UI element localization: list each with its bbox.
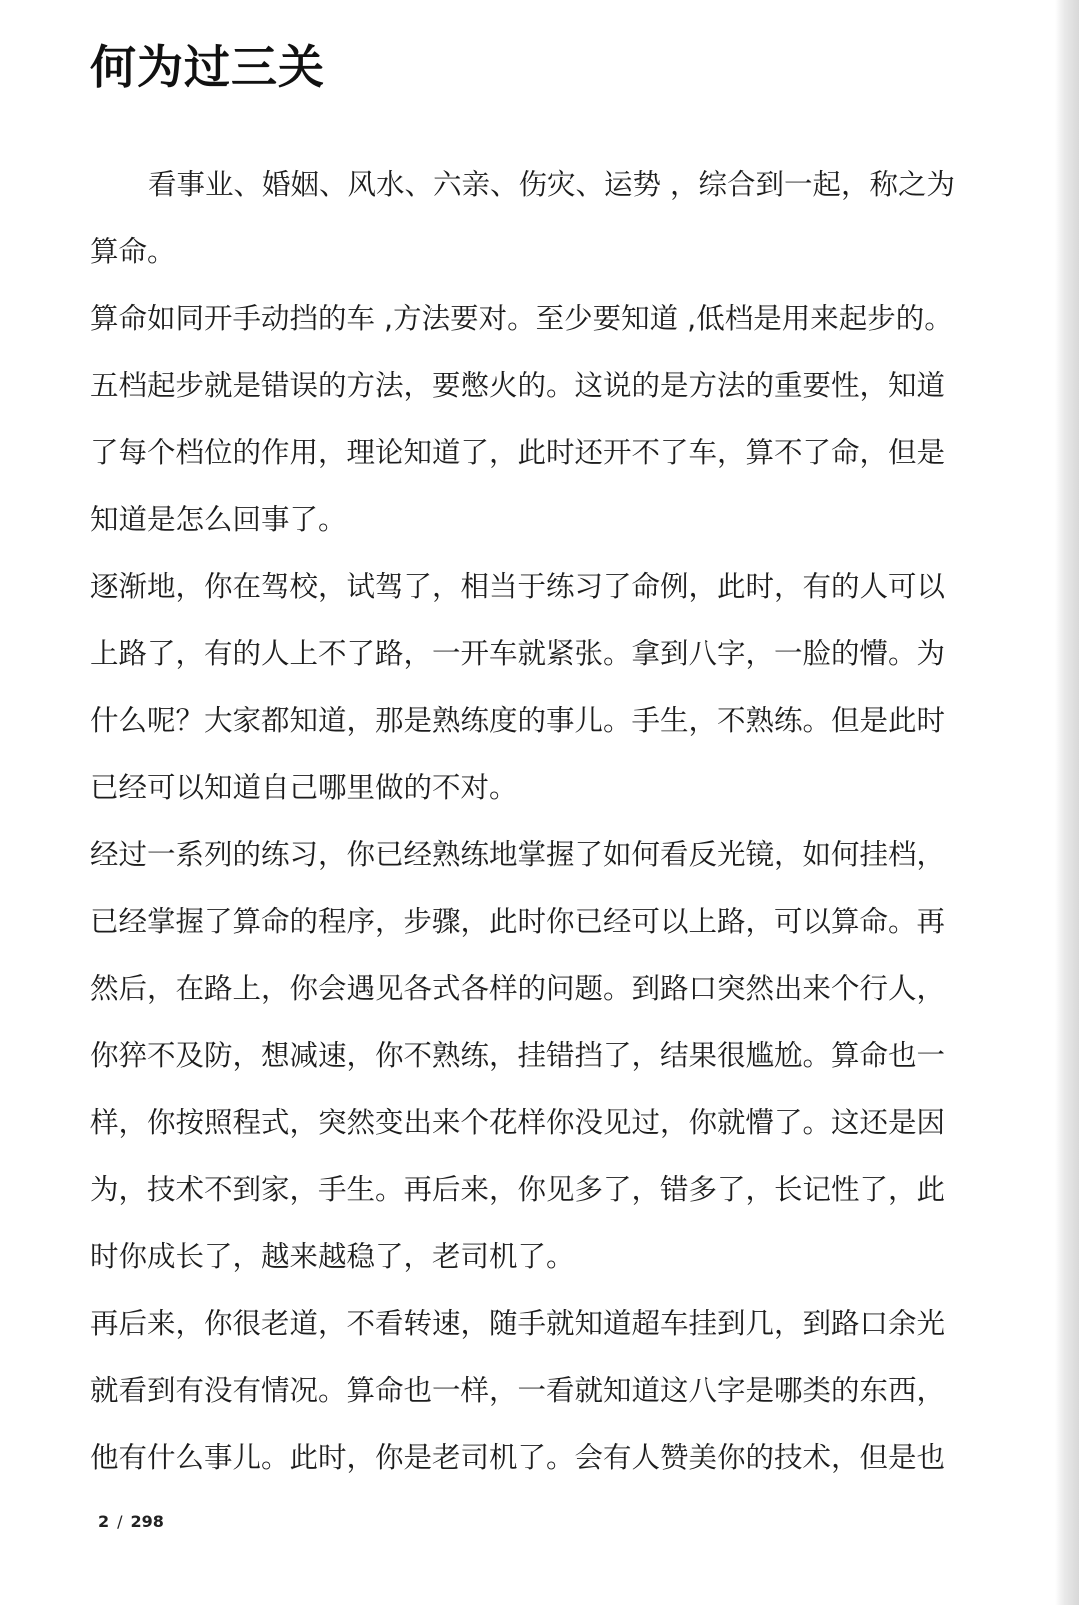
text-line: 逐渐地，你在驾校，试驾了，相当于练习了命例，此时，有的人可以 [90,570,946,603]
text-line: 为，技术不到家，手生。再后来，你见多了，错多了，长记性了，此 [90,1173,946,1206]
text-line: 已经掌握了算命的程序，步骤，此时你已经可以上路，可以算命。再 [90,905,946,938]
page-separator: / [117,1512,123,1531]
text-line: 再后来，你很老道，不看转速，随手就知道超车挂到几，到路口余光 [90,1307,946,1340]
text-line: 就看到有没有情况。算命也一样，一看就知道这八字是哪类的东西， [90,1374,946,1407]
text-line: 了每个档位的作用，理论知道了，此时还开不了车，算不了命，但是 [90,436,946,469]
text-line: 五档起步就是错误的方法，要憋火的。这说的是方法的重要性，知道 [90,369,946,402]
text-line: 样，你按照程式，突然变出来个花样你没见过，你就懵了。这还是因 [90,1106,946,1139]
text-line: 什么呢？大家都知道，那是熟练度的事儿。手生，不熟练。但是此时 [90,704,946,737]
page-title: 何为过三关 [90,40,325,94]
text-line: 你猝不及防，想减速，你不熟练，挂错挡了，结果很尴尬。算命也一 [90,1039,946,1072]
text-line: 已经可以知道自己哪里做的不对。 [90,771,518,804]
text-line: 算命。 [90,235,176,268]
text-line: 算命如同开手动挡的车 ,方法要对。至少要知道 ,低档是用来起步的。 [90,302,953,335]
text-line: 上路了，有的人上不了路，一开车就紧张。拿到八字，一脸的懵。为 [90,637,946,670]
total-pages: 298 [130,1512,164,1531]
page-edge-shadow [1055,0,1079,1605]
text-line: 时你成长了，越来越稳了，老司机了。 [90,1240,575,1273]
text-line: 知道是怎么回事了。 [90,503,347,536]
text-line: 然后，在路上，你会遇见各式各样的问题。到路口突然出来个行人， [90,972,946,1005]
text-line: 看事业、婚姻、风水、六亲、伤灾、运势 ，综合到一起，称之为 [148,168,956,201]
text-line: 他有什么事儿。此时，你是老司机了。会有人赞美你的技术，但是也 [90,1441,946,1474]
current-page-number: 2 [98,1512,110,1531]
page-number [98,1510,164,1534]
text-line: 经过一系列的练习，你已经熟练地掌握了如何看反光镜，如何挂档， [90,838,946,871]
